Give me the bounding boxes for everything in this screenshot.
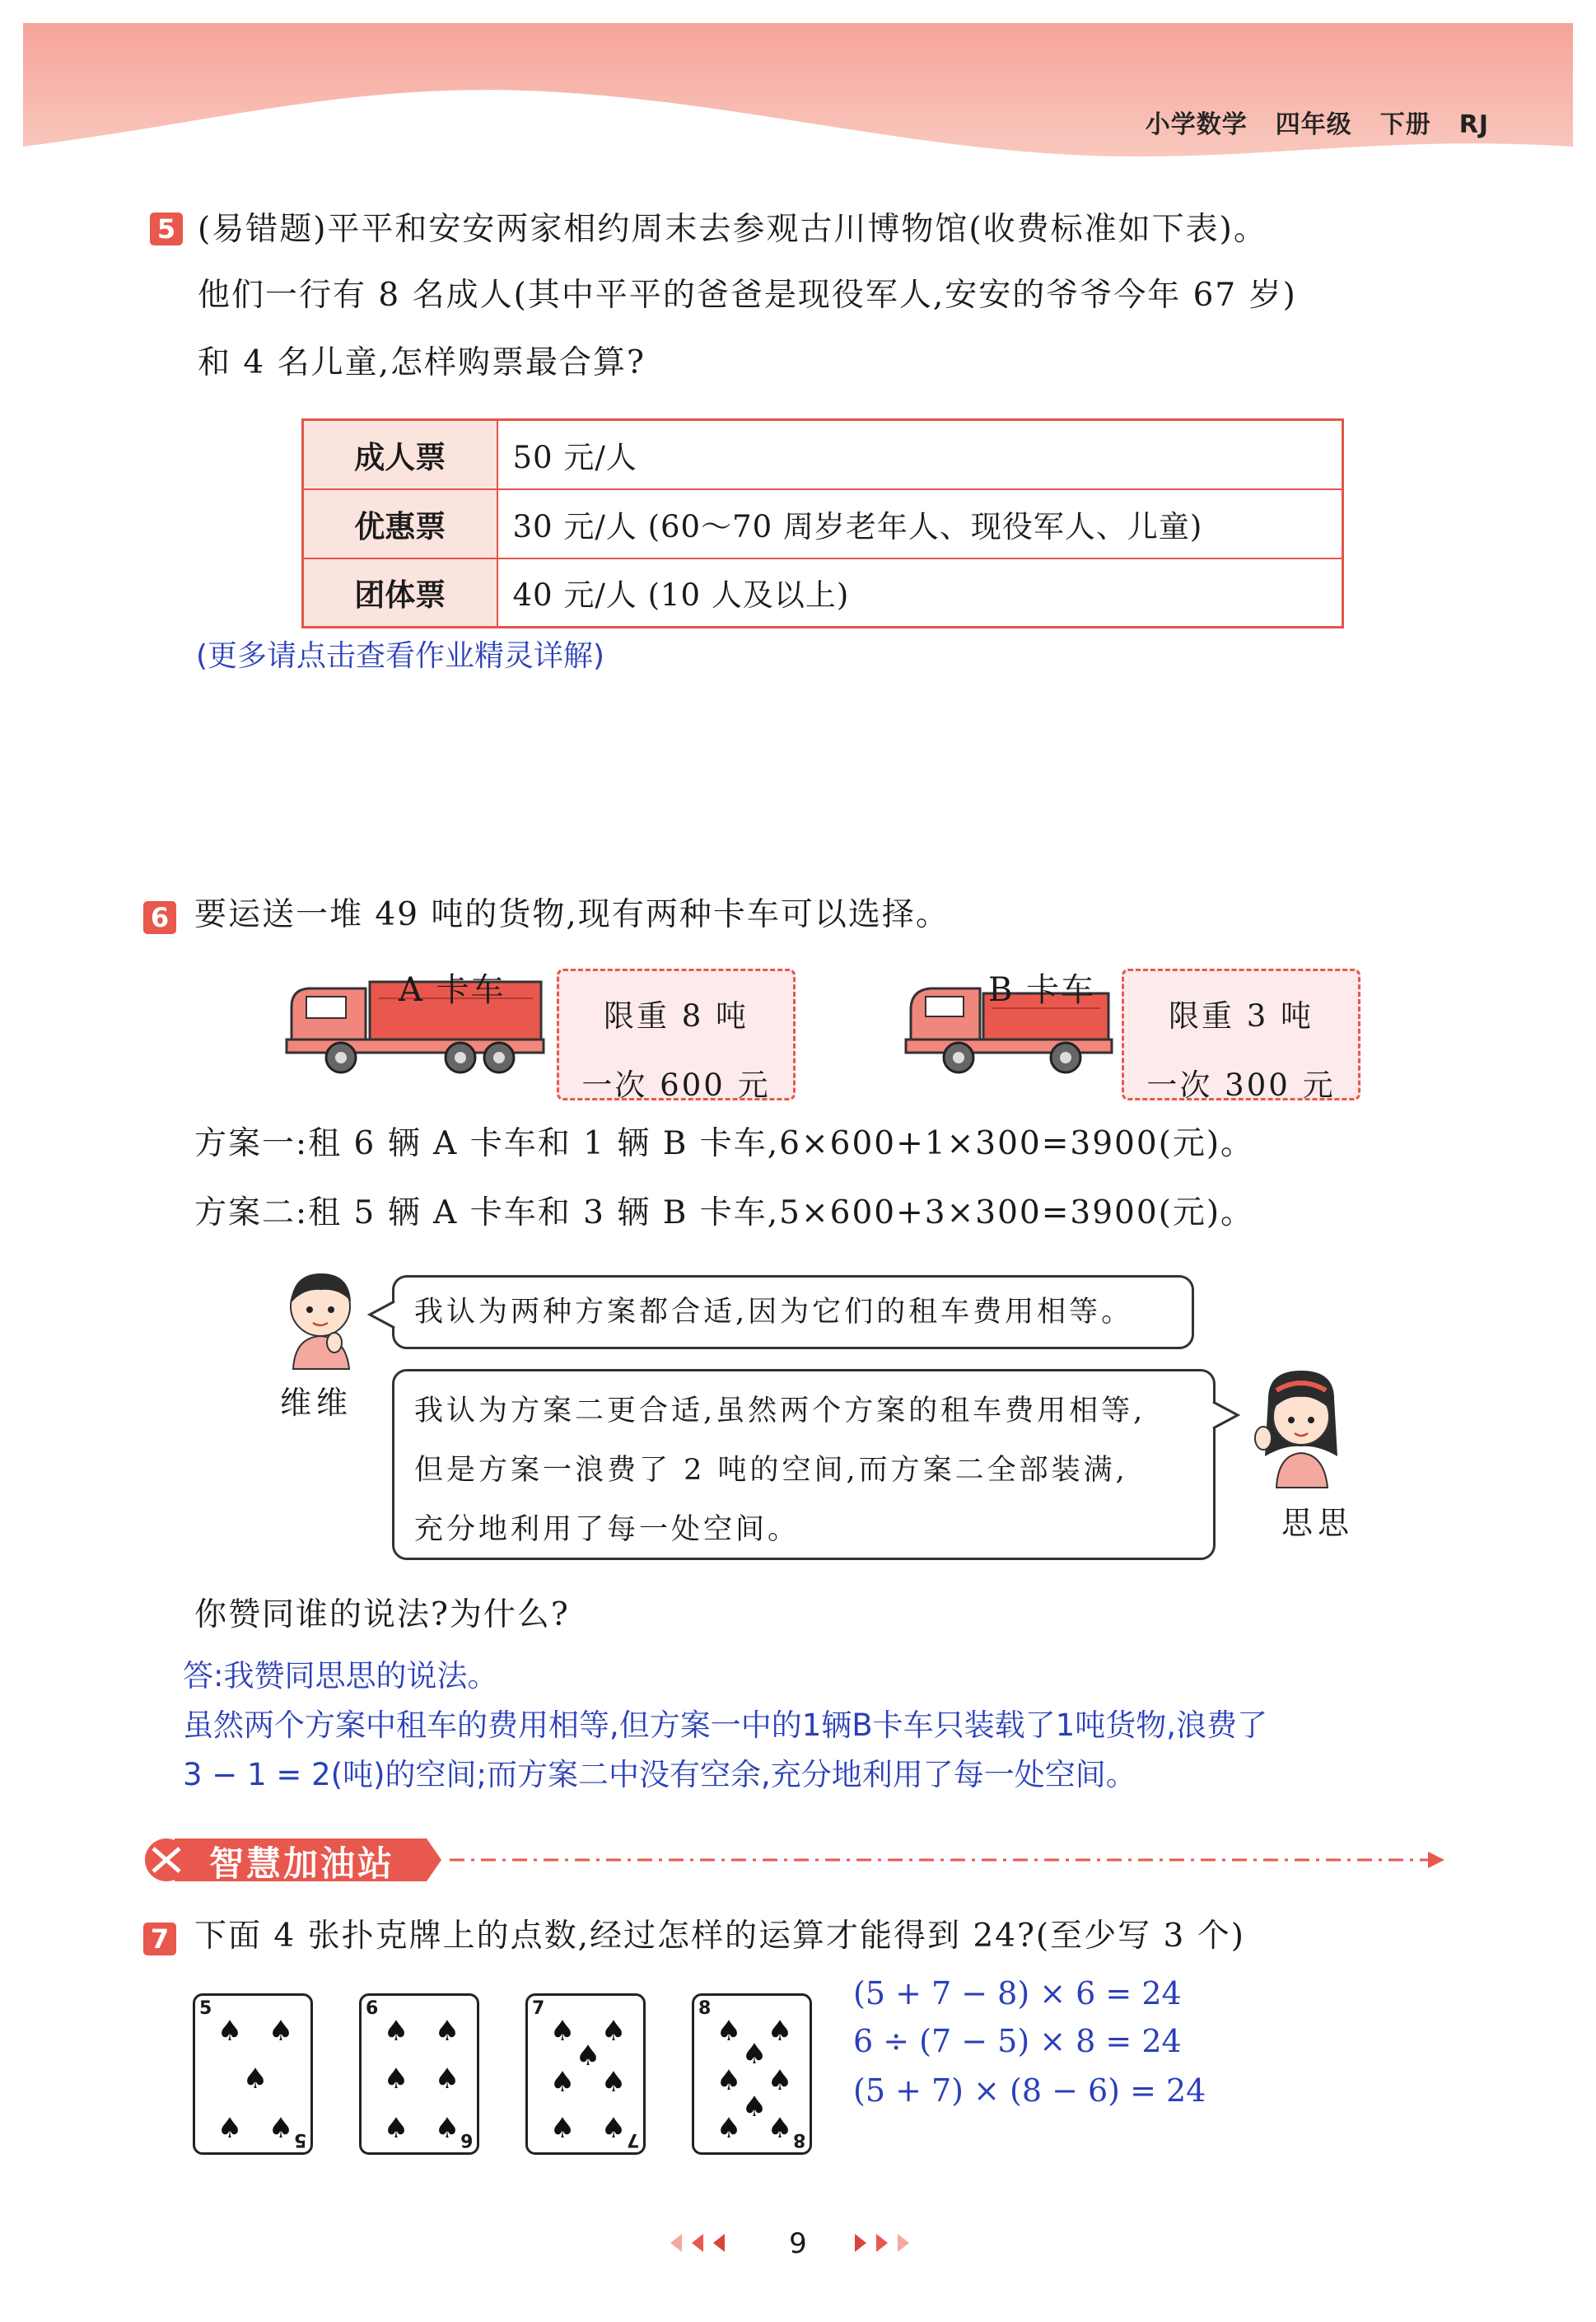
sisi-speech-bubble <box>392 1369 1216 1560</box>
spade-icon <box>195 1996 315 2157</box>
card-rank: 5 <box>293 2129 306 2150</box>
header-info <box>1118 104 1489 140</box>
svg-text:♠: ♠ <box>767 2112 793 2145</box>
q5-line-2: 他们一行有 8 名成人(其中平平的爸爸是现役军人,安安的爷爷今年 67 岁) <box>198 277 1297 314</box>
q5-line-1: (易错题)平平和安安两家相约周末去参观古川博物馆(收费标准如下表)。 <box>198 211 1267 248</box>
table-row <box>303 558 1343 628</box>
svg-text:♠: ♠ <box>549 2112 576 2145</box>
price-table <box>301 418 1344 628</box>
more-details-link[interactable]: (更多请点击查看作业精灵详解) <box>196 639 605 673</box>
section-divider-arrow <box>450 1850 1448 1870</box>
sisi-speech-line: 我认为方案二更合适,虽然两个方案的租车费用相等, <box>414 1395 1146 1427</box>
ticket-price: 50 元/人 <box>497 420 1343 489</box>
header-edition: RJ <box>1458 110 1489 139</box>
ticket-type: 优惠票 <box>303 489 497 558</box>
svg-text:♠: ♠ <box>434 2112 460 2145</box>
header-subject: 小学数学 <box>1145 110 1248 139</box>
truck-b-label: B 卡车 <box>988 971 1096 1009</box>
card-rank: 6 <box>366 1998 379 2019</box>
weiwei-avatar-icon <box>275 1264 366 1371</box>
bubble-tail <box>1211 1400 1240 1430</box>
answer-line: 3 − 1 = 2(吨)的空间;而方案二中没有空余,充分地利用了每一处空间。 <box>183 1757 1136 1792</box>
header-volume: 下册 <box>1379 110 1431 139</box>
formula-3: (5 + 7) × (8 − 6) = 24 <box>853 2072 1206 2109</box>
svg-text:♠: ♠ <box>549 2015 576 2048</box>
svg-text:♠: ♠ <box>716 2112 742 2145</box>
svg-text:♠: ♠ <box>217 2015 243 2048</box>
weiwei-speech: 我认为两种方案都合适,因为它们的租车费用相等。 <box>414 1296 1134 1329</box>
truck-b-limit: 限重 3 吨 <box>1168 998 1314 1034</box>
card-rank: 7 <box>532 1998 545 2019</box>
plan-2: 方案二:租 5 辆 A 卡车和 3 辆 B 卡车,5×600+3×300=3900(元)。 <box>194 1194 1255 1231</box>
spade-icon <box>694 1996 814 2157</box>
question-5-number: 5 <box>150 213 183 245</box>
table-row <box>303 420 1343 489</box>
svg-text:♠: ♠ <box>716 2064 742 2097</box>
bubble-tail <box>367 1300 397 1329</box>
truck-a-cost: 一次 600 元 <box>581 1068 771 1103</box>
truck-a-label: A 卡车 <box>399 971 506 1009</box>
weiwei-speech-bubble <box>392 1275 1194 1349</box>
svg-text:♠: ♠ <box>575 2039 601 2072</box>
svg-text:♠: ♠ <box>268 2112 294 2145</box>
ticket-type: 团体票 <box>303 558 497 628</box>
ticket-price: 30 元/人 (60～70 周岁老年人、现役军人、儿童) <box>497 489 1343 558</box>
svg-text:♠: ♠ <box>434 2063 460 2095</box>
truck-b-spec <box>1122 969 1360 1103</box>
card-rank: 8 <box>698 1998 712 2019</box>
q6-question: 你赞同谁的说法?为什么? <box>194 1596 570 1633</box>
sisi-speech-line: 充分地利用了每一处空间。 <box>414 1513 800 1546</box>
svg-text:♠: ♠ <box>741 2091 768 2123</box>
svg-text:♠: ♠ <box>242 2063 268 2095</box>
svg-text:♠: ♠ <box>383 2112 409 2145</box>
card-rank: 5 <box>199 1998 212 2019</box>
svg-text:♠: ♠ <box>767 2064 793 2097</box>
page-number: 9 <box>789 2227 807 2260</box>
svg-text:♠: ♠ <box>600 2015 627 2048</box>
formula-2: 6 ÷ (7 − 5) × 8 = 24 <box>853 2023 1182 2059</box>
svg-text:♠: ♠ <box>600 2112 627 2145</box>
q5-line-3: 和 4 名儿童,怎样购票最合算? <box>198 344 646 381</box>
truck-a-limit: 限重 8 吨 <box>603 998 749 1034</box>
header-band <box>0 0 1596 198</box>
svg-text:♠: ♠ <box>549 2066 576 2099</box>
spade-icon <box>362 1996 482 2157</box>
svg-text:♠: ♠ <box>716 2015 742 2048</box>
sisi-speech-line: 但是方案一浪费了 2 吨的空间,而方案二全部装满, <box>414 1454 1128 1487</box>
table-row <box>303 489 1343 558</box>
truck-a-spec <box>557 969 796 1103</box>
answer-line: 答:我赞同思思的说法。 <box>183 1658 498 1694</box>
truck-b-cost: 一次 300 元 <box>1146 1068 1336 1103</box>
svg-text:♠: ♠ <box>217 2112 243 2145</box>
card-rank: 6 <box>460 2129 473 2150</box>
header-grade: 四年级 <box>1275 110 1352 139</box>
ticket-type: 成人票 <box>303 420 497 489</box>
q7-prompt: 下面 4 张扑克牌上的点数,经过怎样的运算才能得到 24?(至少写 3 个) <box>194 1918 1245 1955</box>
svg-text:♠: ♠ <box>767 2015 793 2048</box>
formula-1: (5 + 7 − 8) × 6 = 24 <box>853 1975 1182 2011</box>
question-7-number: 7 <box>143 1923 176 1955</box>
svg-text:♠: ♠ <box>600 2066 627 2099</box>
svg-text:♠: ♠ <box>383 2063 409 2095</box>
svg-text:♠: ♠ <box>434 2015 460 2048</box>
plan-1: 方案一:租 6 辆 A 卡车和 1 辆 B 卡车,6×600+1×300=3900(元)。 <box>194 1125 1255 1162</box>
playing-card-8 <box>692 1993 812 2155</box>
spade-icon <box>528 1996 648 2157</box>
weiwei-name: 维维 <box>280 1385 353 1421</box>
playing-card-6 <box>359 1993 479 2155</box>
next-page-arrows-icon[interactable] <box>852 2232 926 2254</box>
section-title: 智慧加油站 <box>209 1843 395 1884</box>
card-rank: 7 <box>626 2129 639 2150</box>
question-6-number: 6 <box>143 901 176 934</box>
svg-text:♠: ♠ <box>268 2015 294 2048</box>
svg-text:♠: ♠ <box>741 2038 768 2071</box>
card-rank: 8 <box>792 2129 805 2150</box>
ticket-price: 40 元/人 (10 人及以上) <box>497 558 1343 628</box>
answer-line: 虽然两个方案中租车的费用相等,但方案一中的1辆B卡车只装载了1吨货物,浪费了 <box>183 1708 1267 1743</box>
sisi-avatar-icon <box>1252 1366 1351 1489</box>
svg-text:♠: ♠ <box>383 2015 409 2048</box>
sisi-name: 思思 <box>1281 1505 1355 1541</box>
q6-prompt: 要运送一堆 49 吨的货物,现有两种卡车可以选择。 <box>194 896 950 933</box>
playing-card-5 <box>193 1993 313 2155</box>
playing-card-7 <box>525 1993 646 2155</box>
